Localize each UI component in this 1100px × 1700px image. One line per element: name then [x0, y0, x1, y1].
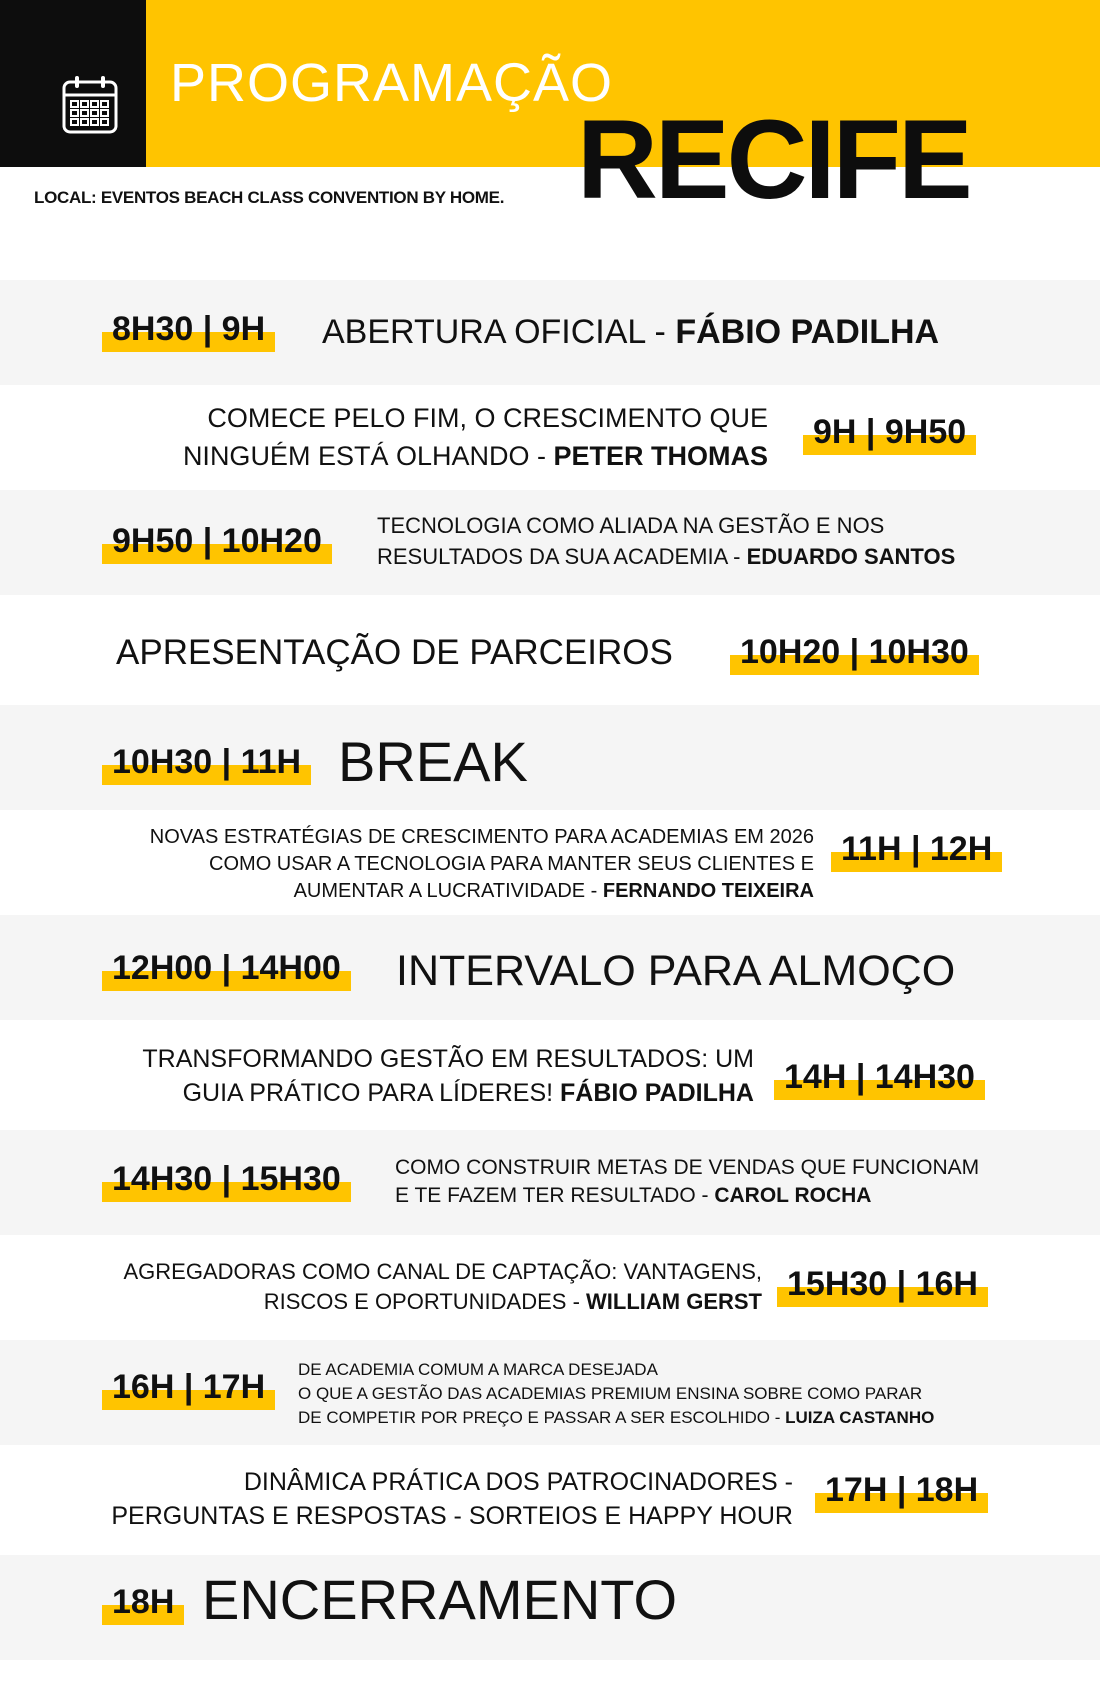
session-title: DE ACADEMIA COMUM A MARCA DESEJADA O QUE A GESTÃO DAS ACADEMIAS PREMIUM ENSINA SOBRE COMO PARAR DE COMPETIR POR PREÇO E PASSAR A SER ESCOLHIDO - LUIZA CASTANHO: [298, 1360, 935, 1427]
speaker-name: CAROL ROCHA: [714, 1184, 872, 1207]
time-badge: 17H | 18H: [815, 1473, 988, 1513]
speaker-name: PETER THOMAS: [553, 441, 768, 471]
schedule-row: [0, 595, 1100, 700]
time-badge: 8H30 | 9H: [102, 312, 275, 352]
schedule-row: [0, 705, 1100, 810]
session-title: COMECE PELO FIM, O CRESCIMENTO QUE NINGUÉM ESTÁ OLHANDO - PETER THOMAS: [182, 403, 768, 471]
time-badge: 9H50 | 10H20: [102, 524, 332, 564]
schedule-row: [0, 280, 1100, 385]
session-title: TECNOLOGIA COMO ALIADA NA GESTÃO E NOS RESULTADOS DA SUA ACADEMIA - EDUARDO SANTOS: [377, 513, 956, 569]
time-badge: 9H | 9H50: [803, 415, 976, 455]
schedule-row: [0, 915, 1100, 1020]
session-title: DINÂMICA PRÁTICA DOS PATROCINADORES - PERGUNTAS E RESPOSTAS - SORTEIOS E HAPPY HOUR: [111, 1468, 793, 1530]
time-badge: 15H30 | 16H: [777, 1267, 988, 1307]
schedule-row: [0, 1130, 1100, 1235]
time-badge: 14H30 | 15H30: [102, 1162, 351, 1202]
venue-label: LOCAL: EVENTOS BEACH CLASS CONVENTION BY HOME.: [34, 188, 505, 207]
speaker-name: EDUARDO SANTOS: [746, 544, 956, 569]
schedule-row: [0, 385, 1100, 490]
time-badge: 11H | 12H: [831, 832, 1002, 872]
time-badge: 16H | 17H: [102, 1370, 275, 1410]
speaker-name: FERNANDO TEIXEIRA: [602, 880, 814, 902]
session-title: BREAK: [338, 730, 528, 793]
session-title: TRANSFORMANDO GESTÃO EM RESULTADOS: UM GUIA PRÁTICO PARA LÍDERES! FÁBIO PADILHA: [142, 1045, 754, 1107]
time-badge: 10H30 | 11H: [102, 745, 311, 785]
city-title: RECIFE: [577, 97, 970, 222]
time-badge: 18H: [102, 1585, 184, 1625]
schedule-row: [0, 1340, 1100, 1445]
session-title: ABERTURA OFICIAL - FÁBIO PADILHA: [322, 313, 940, 351]
speaker-name: FÁBIO PADILHA: [560, 1079, 754, 1107]
speaker-name: LUIZA CASTANHO: [785, 1408, 935, 1427]
speaker-name: FÁBIO PADILHA: [675, 313, 940, 351]
time-badge: 14H | 14H30: [774, 1060, 985, 1100]
session-title: ENCERRAMENTO: [202, 1568, 678, 1631]
schedule-row: [0, 1445, 1100, 1550]
session-title: APRESENTAÇÃO DE PARCEIROS: [116, 633, 673, 672]
schedule-row: [0, 810, 1100, 915]
schedule-row: [0, 1235, 1100, 1340]
page-title: PROGRAMAÇÃO: [170, 53, 614, 113]
schedule-row: [0, 1555, 1100, 1660]
session-title: INTERVALO PARA ALMOÇO: [396, 947, 956, 995]
time-badge: 12H00 | 14H00: [102, 951, 351, 991]
session-title: NOVAS ESTRATÉGIAS DE CRESCIMENTO PARA ACADEMIAS EM 2026 COMO USAR A TECNOLOGIA PARA MANTER SEUS CLIENTES E AUMENTAR A LUCRATIVIDADE - FERNANDO TEIXEIRA: [149, 826, 814, 902]
schedule-row: [0, 1020, 1100, 1125]
time-badge: 10H20 | 10H30: [730, 635, 979, 675]
speaker-name: WILLIAM GERST: [586, 1289, 762, 1314]
session-title: AGREGADORAS COMO CANAL DE CAPTAÇÃO: VANTAGENS, RISCOS E OPORTUNIDADES - WILLIAM GERST: [123, 1259, 762, 1314]
calendar-icon: [61, 73, 119, 135]
schedule-row: [0, 490, 1100, 595]
session-title: COMO CONSTRUIR METAS DE VENDAS QUE FUNCIONAM E TE FAZEM TER RESULTADO - CAROL ROCHA: [395, 1156, 980, 1207]
